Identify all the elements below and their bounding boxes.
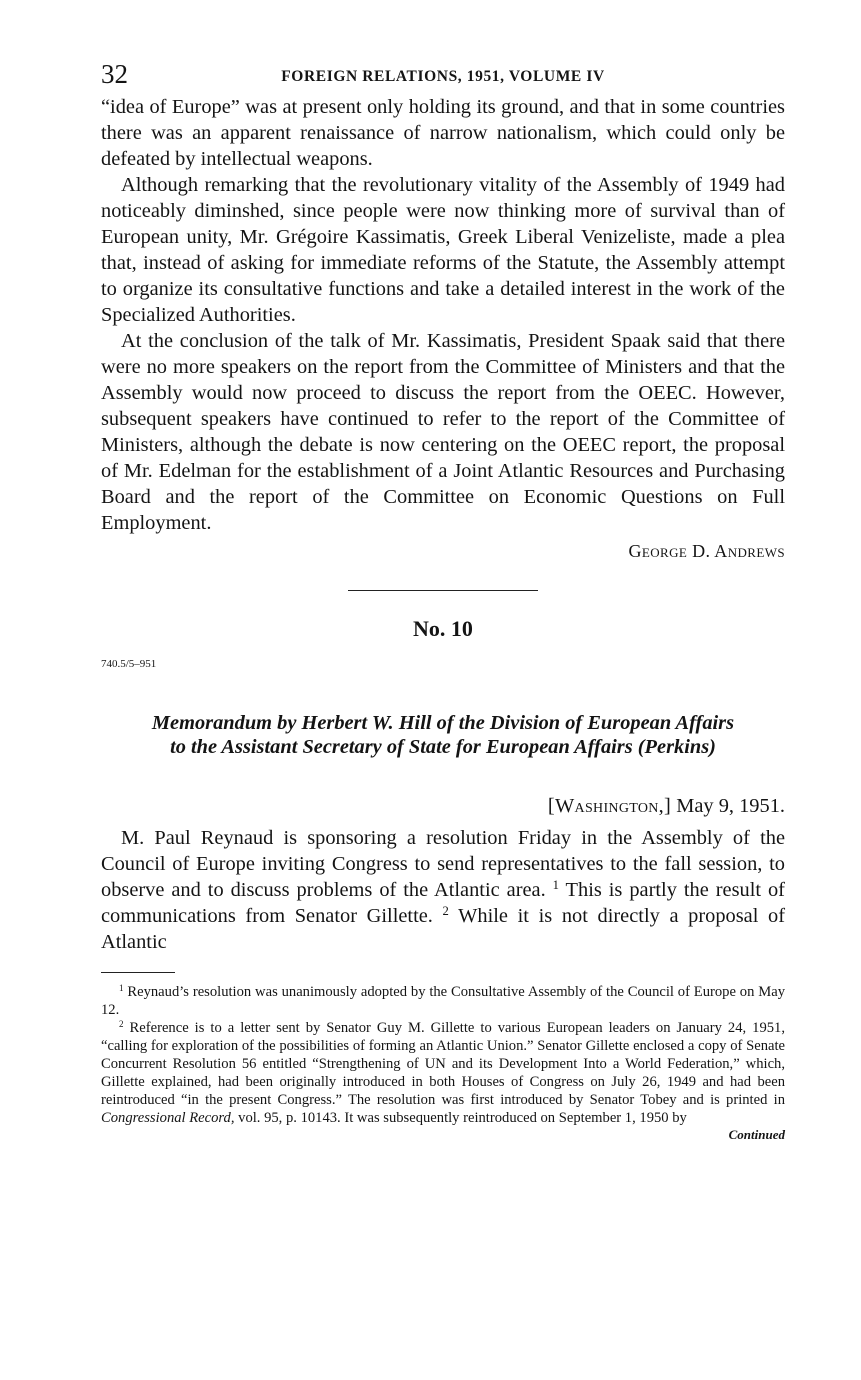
footnote-text: vol. 95, p. 10143. It was subsequently reintroduced on September 1, 1950 by <box>234 1110 687 1126</box>
signature: George D. Andrews <box>628 541 785 561</box>
section-divider <box>348 590 538 591</box>
running-head <box>101 58 785 94</box>
text-run: While it is not directly a proposal of Atlantic <box>101 905 785 953</box>
document-title <box>101 711 785 759</box>
paragraph: At the conclusion of the talk of Mr. Kassimatis, President Spaak said that there were no more speakers on the report from the Committee of Ministers and that the Assembly would now proceed to discuss the report from the OEEC. However, subsequent speakers have continued to refer to the report of the Committee of Ministers, although the debate is now centering on the OEEC report, the proposal of Mr. Edelman for the establishment of a Joint Atlantic Resources and Purchasing Board and the report of the Committee on Economic Questions on Full Employment. <box>101 330 785 534</box>
footnote-marker: 1 <box>119 983 124 994</box>
text-run: M. Paul Reynaud is sponsoring a resolution Friday in the Assembly of the Council of Europe inviting Congress to send representatives to the fall session, to observe and to discuss problems of the Atlantic area. <box>101 827 785 901</box>
footnote-ref[interactable]: 1 <box>552 878 559 893</box>
footnote-text: Reynaud’s resolution was unanimously adopted by the Consultative Assembly of the Council of Europe on May 12. <box>101 984 785 1018</box>
footnote-citation: Congressional Record, <box>101 1110 235 1126</box>
running-head-title: FOREIGN RELATIONS, 1951, VOLUME IV <box>281 68 605 85</box>
footnote-ref[interactable]: 2 <box>442 904 449 919</box>
dateline <box>101 793 785 819</box>
document-title-line: to the Assistant Secretary of State for European Affairs (Perkins) <box>170 736 716 758</box>
footnote-marker: 2 <box>119 1019 124 1030</box>
paragraph-continued: “idea of Europe” was at present only holding its ground, and that in some countries there was an apparent renaissance of narrow nationalism, which could only be defeated by intellectual weapons. <box>101 96 785 170</box>
report-text <box>101 94 785 536</box>
page-number: 32 <box>101 59 128 89</box>
footnote <box>101 983 785 1019</box>
dateline-date: May 9, 1951. <box>676 795 785 817</box>
file-reference: 740.5/5–951 <box>101 658 157 670</box>
continued-note: Continued <box>728 1127 785 1142</box>
paragraph: Although remarking that the revolutionary vitality of the Assembly of 1949 had noticeably diminshed, since people were now thinking more of survival than of European unity, Mr. Grégoire Kassimatis, Greek Liberal Venizeliste, made a plea that, instead of asking for immediate reforms of the Statute, the Assembly attempt to organize its consultative functions and take a detailed interest in the work of the Specialized Authorities. <box>101 174 785 326</box>
footnotes <box>101 983 785 1143</box>
document-number: No. 10 <box>413 616 473 641</box>
text-run: This is partly the result of communications from Senator Gillette. <box>101 879 785 927</box>
footnote <box>101 1019 785 1127</box>
document-page <box>101 58 785 1143</box>
footnote-divider <box>101 972 175 973</box>
paragraph <box>101 825 785 955</box>
memorandum-text <box>101 825 785 955</box>
document-title-line: Memorandum by Herbert W. Hill of the Division of European Affairs <box>151 712 735 734</box>
dateline-place: [Washington,] <box>547 795 672 817</box>
footnote-text: Reference is to a letter sent by Senator Guy M. Gillette to various European leaders on January 24, 1951, “calling for exploration of the possibilities of forming an Atlantic Union.” Senator Gillette enclosed a copy of Senate Concurrent Resolution 56 entitled “Strengthening of UN and its Development Into a World Federation,” which, Gillette explained, had been originally introduced in both Houses of Congress on July 26, 1949 and had been reintroduced “in the present Congress.” The resolution was first introduced by Senator Tobey and is printed in <box>101 1020 785 1108</box>
